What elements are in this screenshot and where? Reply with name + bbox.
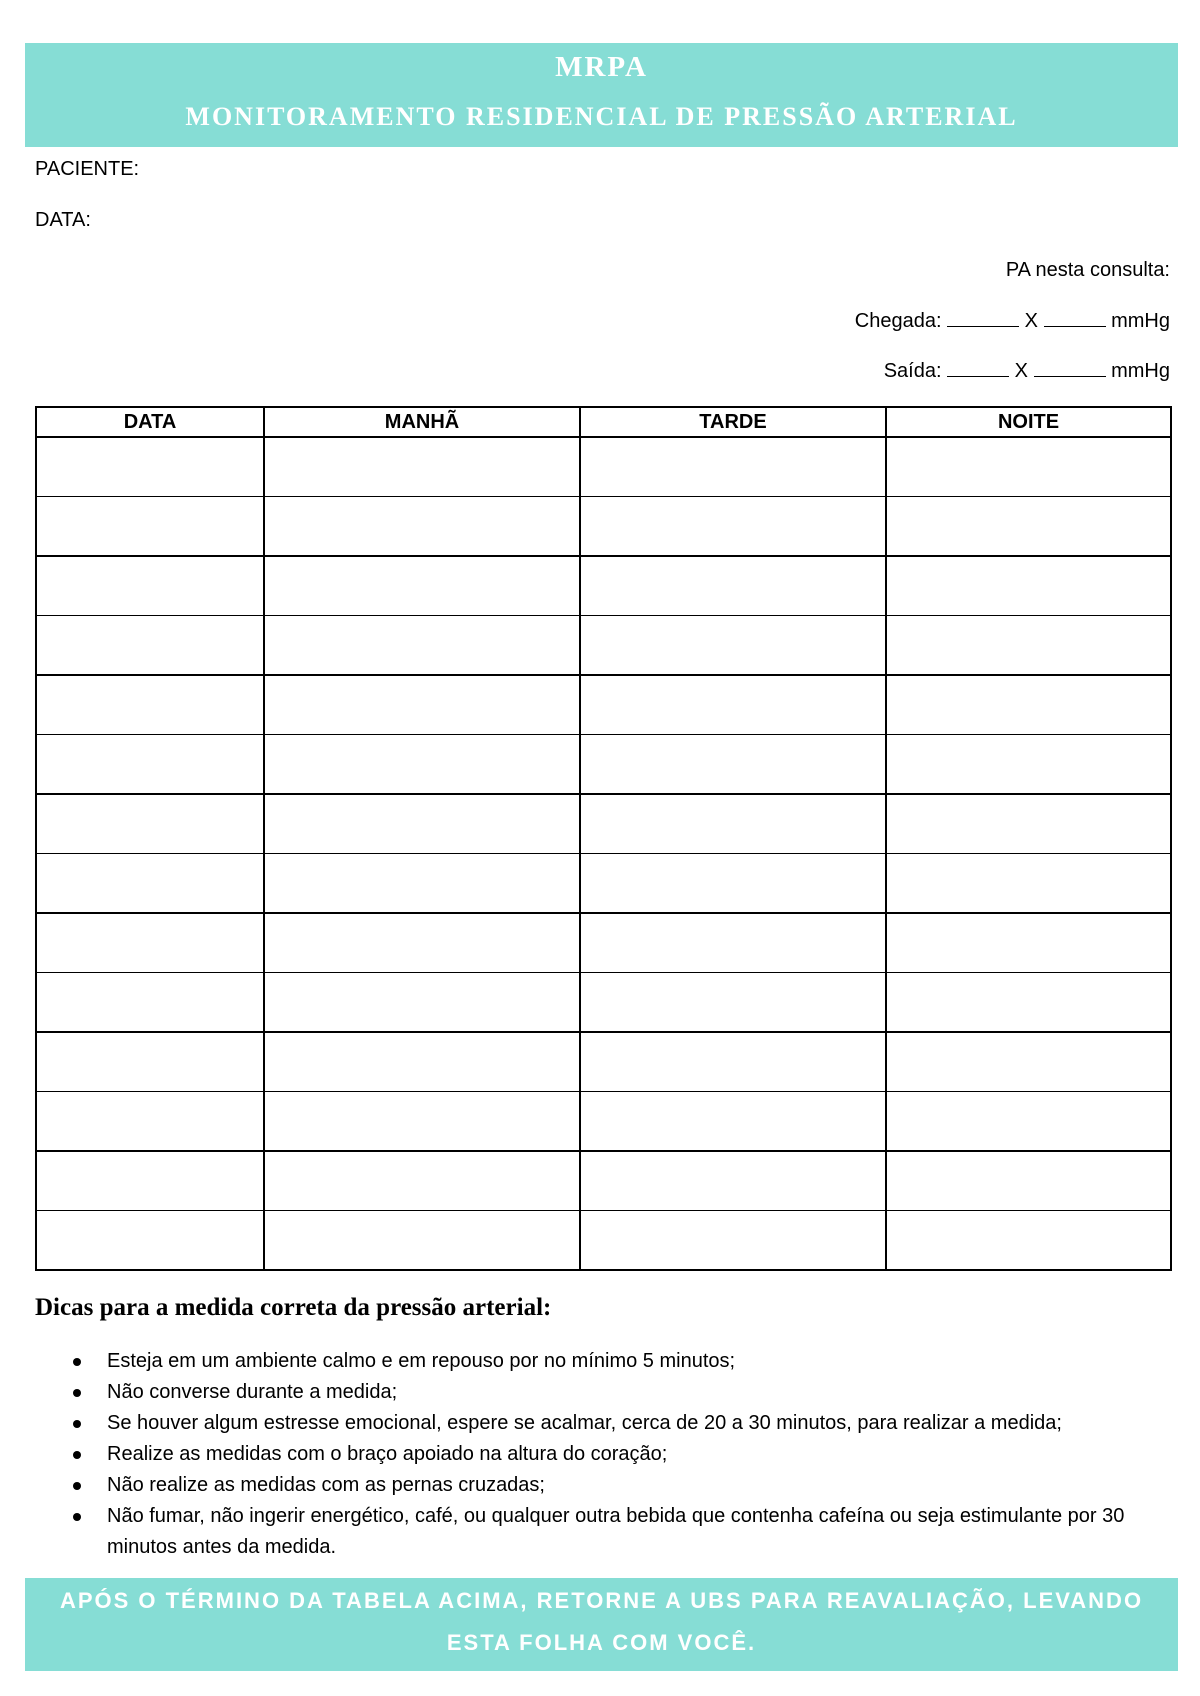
patient-label: PACIENTE:: [35, 158, 140, 180]
cell-night: [886, 616, 1171, 676]
departure-label: Saída:: [883, 360, 942, 382]
list-item: [35, 1408, 1175, 1439]
cell-afternoon: [580, 1211, 886, 1271]
cell-night: [886, 973, 1171, 1033]
bullet-icon: [73, 1451, 81, 1459]
footer-line-2: ESTA FOLHA COM VOCÊ.: [446, 1630, 757, 1655]
column-header-night: NOITE: [886, 407, 1171, 437]
cell-morning: [264, 735, 580, 795]
arrival-line: [855, 308, 1170, 333]
list-item: [35, 1439, 1175, 1470]
cell-morning: [264, 973, 580, 1033]
bullet-icon: [73, 1513, 81, 1521]
list-item: [35, 1501, 1175, 1563]
cell-morning: [264, 616, 580, 676]
cell-date: [36, 1151, 264, 1211]
table-body: [36, 437, 1171, 1270]
bullet-icon: [73, 1482, 81, 1490]
cell-date: [36, 1032, 264, 1092]
measurement-table: [35, 406, 1172, 1271]
date-field: [35, 209, 91, 232]
cell-morning: [264, 1211, 580, 1271]
cell-afternoon: [580, 973, 886, 1033]
list-item: [35, 1377, 1175, 1408]
list-item: [35, 1346, 1175, 1377]
cell-date: [36, 735, 264, 795]
cell-date: [36, 854, 264, 914]
cell-night: [886, 556, 1171, 616]
column-header-date: DATA: [36, 407, 264, 437]
footer-line-1: APÓS O TÉRMINO DA TABELA ACIMA, RETORNE A UBS PARA REAVALIAÇÃO, LEVANDO: [59, 1588, 1144, 1613]
cell-afternoon: [580, 497, 886, 557]
table-row: [36, 1092, 1171, 1152]
tip-text: Não fumar, não ingerir energético, café, ou qualquer outra bebida que contenha cafeína ou seja estimulante por 30 minutos antes da medida.: [107, 1505, 1125, 1558]
table-header-row: [36, 407, 1171, 437]
table-row: [36, 794, 1171, 854]
header-title: MRPA: [555, 51, 648, 83]
column-header-morning: MANHÃ: [264, 407, 580, 437]
table-row: [36, 556, 1171, 616]
departure-diastolic-blank: [1034, 358, 1106, 377]
tip-text: Não converse durante a medida;: [107, 1381, 398, 1403]
cell-afternoon: [580, 556, 886, 616]
tip-text: Se houver algum estresse emocional, espere se acalmar, cerca de 20 a 30 minutos, para realizar a medida;: [107, 1412, 1062, 1434]
cell-date: [36, 556, 264, 616]
cell-night: [886, 1211, 1171, 1271]
patient-field: [35, 158, 139, 181]
cell-morning: [264, 913, 580, 973]
bullet-icon: [73, 1420, 81, 1428]
table-row: [36, 616, 1171, 676]
cell-night: [886, 735, 1171, 795]
cell-afternoon: [580, 616, 886, 676]
departure-unit: mmHg: [1111, 360, 1170, 382]
cell-morning: [264, 1151, 580, 1211]
cell-date: [36, 616, 264, 676]
cell-night: [886, 913, 1171, 973]
cell-morning: [264, 437, 580, 497]
cell-afternoon: [580, 437, 886, 497]
cell-morning: [264, 1032, 580, 1092]
footer-banner: [25, 1578, 1178, 1671]
cell-date: [36, 675, 264, 735]
cell-night: [886, 794, 1171, 854]
table-row: [36, 497, 1171, 557]
tip-text: Realize as medidas com o braço apoiado na altura do coração;: [107, 1443, 668, 1465]
date-label: DATA:: [35, 209, 91, 231]
arrival-unit: mmHg: [1111, 310, 1170, 332]
tips-list: [35, 1346, 1175, 1563]
table-row: [36, 437, 1171, 497]
table-row: [36, 854, 1171, 914]
cell-night: [886, 497, 1171, 557]
arrival-label: Chegada:: [854, 310, 942, 332]
cell-date: [36, 794, 264, 854]
cell-date: [36, 973, 264, 1033]
list-item: [35, 1470, 1175, 1501]
cell-morning: [264, 556, 580, 616]
cell-date: [36, 1092, 264, 1152]
table-row: [36, 675, 1171, 735]
arrival-systolic-blank: [947, 308, 1019, 327]
table-row: [36, 973, 1171, 1033]
cell-afternoon: [580, 1032, 886, 1092]
tip-text: Não realize as medidas com as pernas cruzadas;: [107, 1474, 545, 1496]
cell-morning: [264, 1092, 580, 1152]
cell-afternoon: [580, 1151, 886, 1211]
cell-morning: [264, 854, 580, 914]
table-row: [36, 1032, 1171, 1092]
cell-night: [886, 675, 1171, 735]
cell-date: [36, 497, 264, 557]
cell-night: [886, 854, 1171, 914]
departure-systolic-blank: [947, 358, 1009, 377]
bullet-icon: [73, 1389, 81, 1397]
departure-line: [884, 358, 1170, 383]
column-header-afternoon: TARDE: [580, 407, 886, 437]
cell-date: [36, 1211, 264, 1271]
cell-date: [36, 913, 264, 973]
bullet-icon: [73, 1358, 81, 1366]
cell-afternoon: [580, 913, 886, 973]
header-banner: [25, 43, 1178, 147]
cell-date: [36, 437, 264, 497]
departure-separator: X: [1014, 360, 1028, 382]
header-subtitle: MONITORAMENTO RESIDENCIAL DE PRESSÃO ARTERIAL: [185, 102, 1018, 131]
table-row: [36, 913, 1171, 973]
tip-text: Esteja em um ambiente calmo e em repouso por no mínimo 5 minutos;: [107, 1350, 736, 1372]
cell-night: [886, 1032, 1171, 1092]
cell-afternoon: [580, 794, 886, 854]
cell-afternoon: [580, 1092, 886, 1152]
cell-afternoon: [580, 675, 886, 735]
arrival-diastolic-blank: [1044, 308, 1106, 327]
tips-title: Dicas para a medida correta da pressão arterial:: [35, 1294, 552, 1321]
cell-night: [886, 437, 1171, 497]
cell-morning: [264, 497, 580, 557]
table-row: [36, 735, 1171, 795]
arrival-separator: X: [1024, 310, 1038, 332]
cell-night: [886, 1092, 1171, 1152]
table-row: [36, 1211, 1171, 1271]
cell-afternoon: [580, 735, 886, 795]
consult-title: PA nesta consulta:: [1005, 259, 1170, 281]
cell-morning: [264, 794, 580, 854]
cell-night: [886, 1151, 1171, 1211]
cell-morning: [264, 675, 580, 735]
table-row: [36, 1151, 1171, 1211]
cell-afternoon: [580, 854, 886, 914]
